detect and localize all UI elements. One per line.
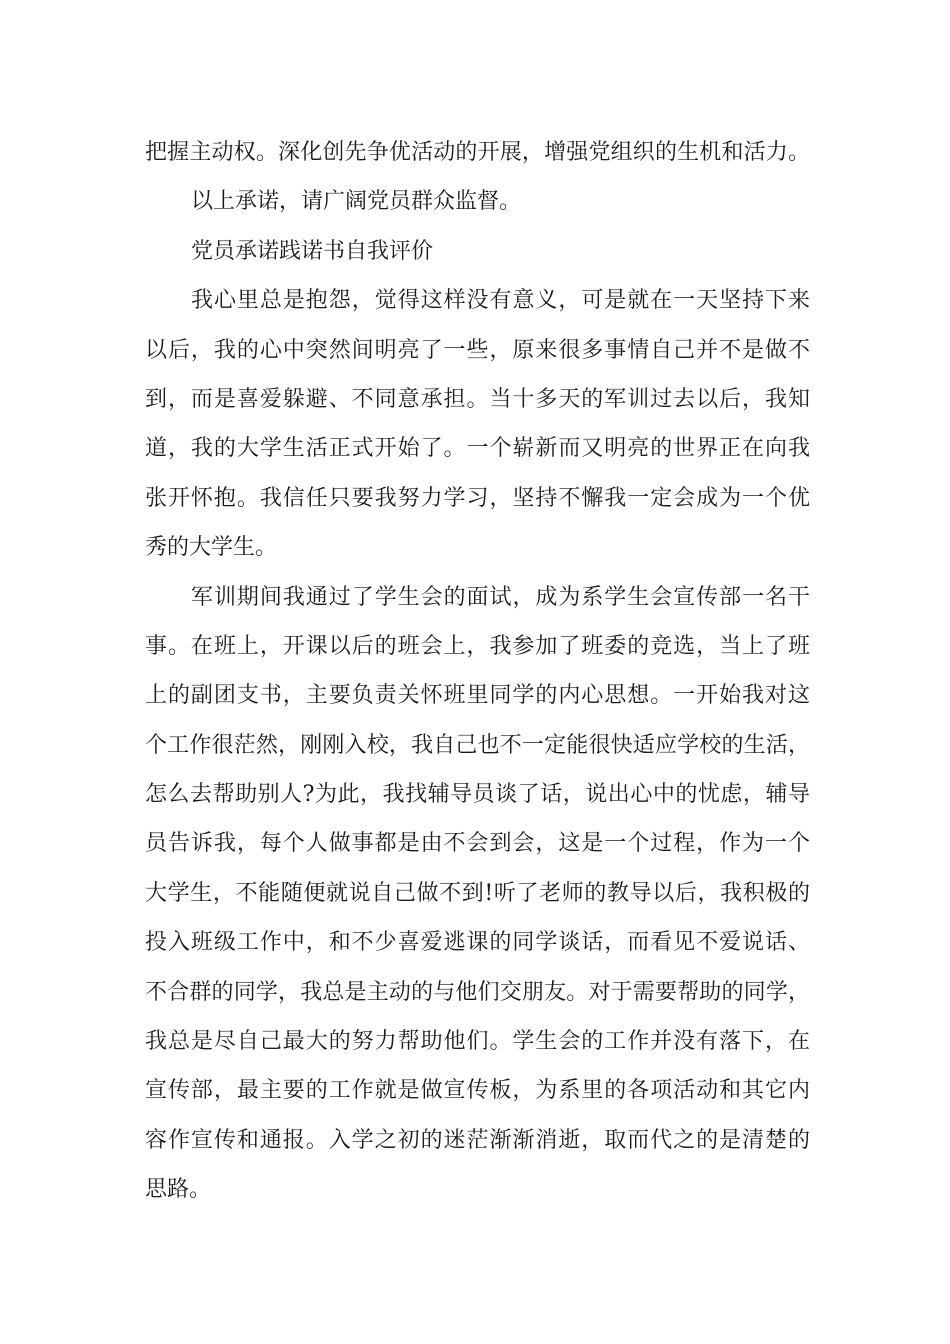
text-line: 我总是尽自己最大的努力帮助他们。学生会的工作并没有落下，在 — [145, 1029, 810, 1055]
text-line: 军训期间我通过了学生会的面试，成为系学生会宣传部一名干 — [191, 584, 810, 610]
text-line: 党员承诺践诺书自我评价 — [191, 238, 434, 264]
text-line: 张开怀抱。我信任只要我努力学习，坚持不懈我一定会成为一个优 — [145, 485, 810, 511]
document-body — [145, 128, 810, 1215]
text-line: 容作宣传和通报。入学之初的迷茫渐渐消逝，取而代之的是清楚的 — [145, 1127, 810, 1153]
text-line: 我心里总是抱怨，觉得这样没有意义，可是就在一天坚持下来 — [191, 288, 810, 314]
text-line: 把握主动权。深化创先争优活动的开展，增强党组织的生机和活力。 — [145, 140, 810, 165]
text-line: 道，我的大学生活正式开始了。一个崭新而又明亮的世界正在向我 — [145, 436, 810, 462]
text-line: 思路。 — [145, 1177, 212, 1203]
text-line: 个工作很茫然，刚刚入校，我自己也不一定能很快适应学校的生活， — [145, 732, 810, 758]
text-line: 以上承诺，请广阔党员群众监督。 — [191, 189, 522, 215]
text-line: 到，而是喜爱躲避、不同意承担。当十多天的军训过去以后，我知 — [145, 386, 810, 412]
text-line: 事。在班上，开课以后的班会上，我参加了班委的竞选，当上了班 — [145, 633, 810, 659]
text-line: 上的副团支书，主要负责关怀班里同学的内心思想。一开始我对这 — [145, 683, 810, 709]
text-line: 大学生，不能随便就说自己做不到!听了老师的教导以后，我积极的 — [145, 880, 810, 906]
text-line: 秀的大学生。 — [145, 535, 278, 561]
text-line: 怎么去帮助别人?为此，我找辅导员谈了话，说出心中的忧虑，辅导 — [145, 782, 810, 808]
text-line: 不合群的同学，我总是主动的与他们交朋友。对于需要帮助的同学， — [145, 979, 810, 1005]
text-line: 以后，我的心中突然间明亮了一些，原来很多事情自己并不是做不 — [145, 337, 810, 363]
text-line: 投入班级工作中，和不少喜爱逃课的同学谈话，而看见不爱说话、 — [145, 930, 810, 956]
text-line: 宣传部，最主要的工作就是做宣传板，为系里的各项活动和其它内 — [145, 1078, 810, 1104]
text-line: 员告诉我，每个人做事都是由不会到会，这是一个过程，作为一个 — [145, 831, 810, 857]
